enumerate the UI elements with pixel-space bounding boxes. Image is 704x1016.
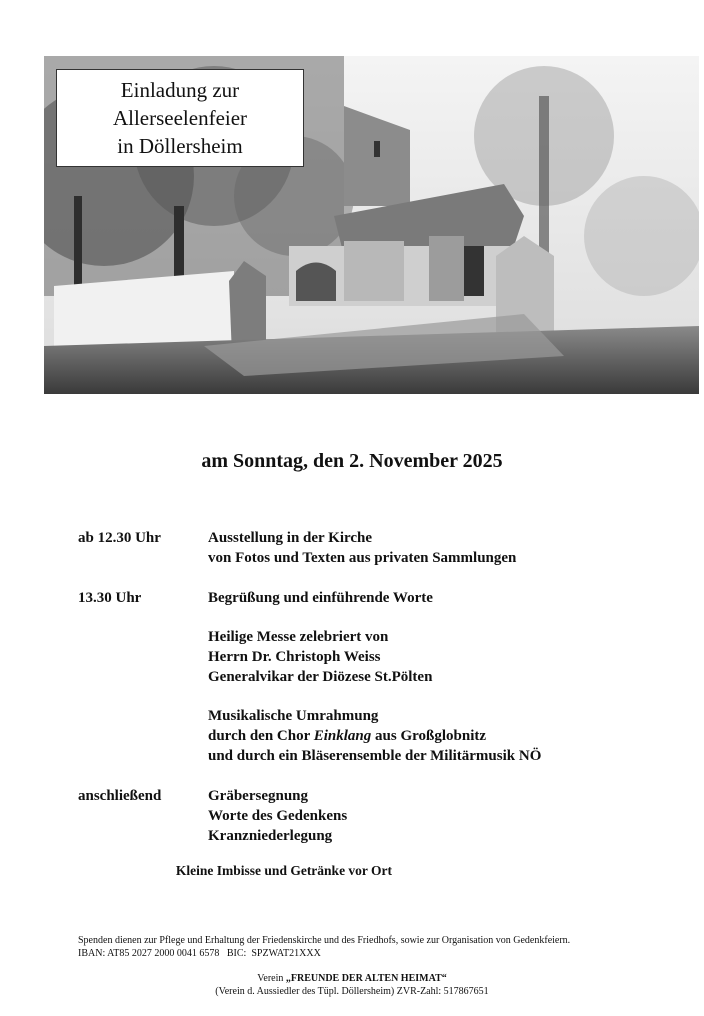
program-item-4 [208,706,541,766]
title-line-3: in Döllersheim [117,134,243,158]
program-item-5-line-2: Worte des Gedenkens [208,808,348,824]
program-item-4-line-3: und durch ein Bläserensemble der Militärmusik NÖ [208,748,542,764]
bank-details: IBAN: AT85 2027 2000 0041 6578 BIC: SPZWAT21XXX [78,948,321,959]
event-date: am Sonntag, den 2. November 2025 [201,450,503,472]
title-line-2: Allerseelenfeier [112,106,248,130]
association-prefix: Verein [257,973,286,984]
program-item-1-line-2: von Fotos und Texten aus privaten Sammlungen [208,550,517,566]
choir-name: Einklang [313,728,372,744]
program-item-2-line-1: Begrüßung und einführende Worte [208,590,433,606]
title-line-1: Einladung zur [120,78,240,102]
program-item-1 [208,528,516,568]
program-item-5-line-1: Gräbersegnung [208,788,309,804]
snacks-note: Kleine Imbisse und Getränke vor Ort [175,863,393,878]
program-item-3-line-1: Heilige Messe zelebriert von [208,629,389,645]
program-item-3-line-3: Generalvikar der Diözese St.Pölten [208,669,433,685]
association-name: „FREUNDE DER ALTEN HEIMAT“ [285,973,447,984]
program-item-5-line-3: Kranzniederlegung [208,828,333,844]
program-item-4-line-2 [208,726,541,746]
donation-footer [78,934,570,960]
program-item-3 [208,627,432,687]
program-time-1: ab 12.30 Uhr [78,530,161,546]
association-info [0,972,704,998]
church-photo [44,56,699,394]
program-time-5: anschließend [78,788,162,804]
program-item-4-line-2-pre: durch den Chor [208,728,314,744]
association-name-line [0,972,704,985]
program-item-4-line-1: Musikalische Umrahmung [208,708,379,724]
program-item-2 [208,588,433,608]
program-item-5 [208,786,347,846]
program-item-1-line-1: Ausstellung in der Kirche [208,530,373,546]
program-item-3-line-2: Herrn Dr. Christoph Weiss [208,649,381,665]
program-item-4-line-2-post: aus Großglobnitz [371,728,487,744]
title-box [56,69,304,167]
donation-text: Spenden dienen zur Pflege und Erhaltung der Friedenskirche und des Friedhofs, sowie zur Organisation von Gedenkfeiern. [78,935,571,946]
association-details: (Verein d. Aussiedler des Tüpl. Döllersheim) ZVR-Zahl: 517867651 [215,986,489,997]
program-time-2: 13.30 Uhr [78,590,142,606]
